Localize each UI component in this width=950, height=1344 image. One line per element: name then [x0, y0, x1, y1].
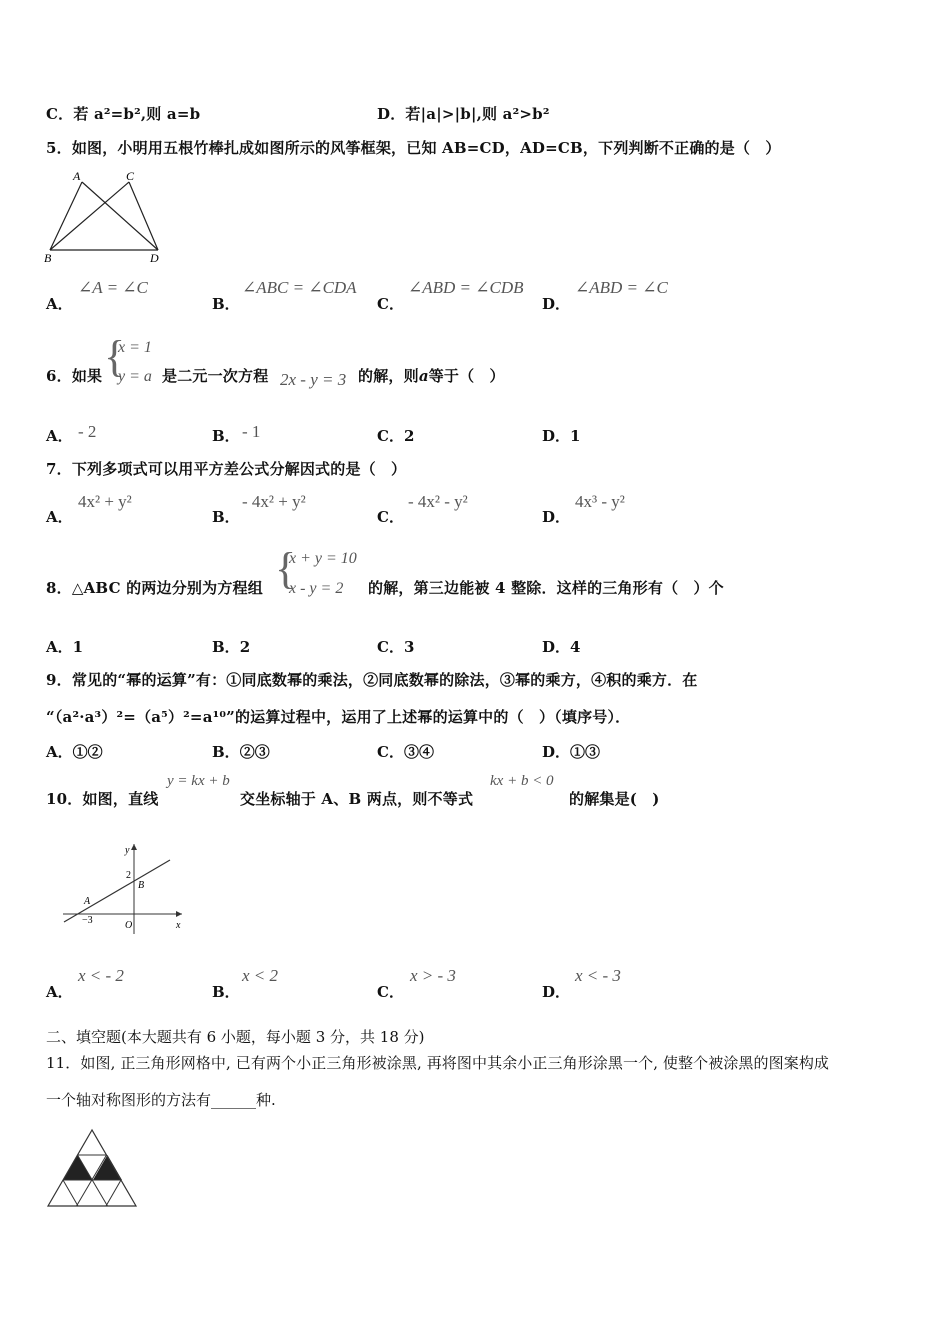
q9-line1: 9．常见的“幂的运算”有：①同底数幂的乘法，②同底数幂的除法，③幂的乘方，④积的乘方．在: [46, 671, 698, 689]
q8-sys2: x - y = 2: [289, 580, 344, 597]
q7-option-b-label: B．: [212, 508, 240, 526]
q10-option-c-label: C．: [377, 983, 404, 1001]
q8-brace: {: [275, 544, 297, 593]
q8-option-c: C．3: [377, 638, 415, 656]
q6-sys2: y = a: [118, 368, 152, 385]
q10-option-a-label: A．: [46, 983, 73, 1001]
q9-line2: “（a²·a³）²=（a⁵）²=a¹⁰”的运算过程中，运用了上述幂的运算中的（ ）（填序号）．: [46, 708, 631, 726]
q7-option-a-math: 4x² + y²: [78, 492, 132, 511]
q5-option-b-math: ∠ABC = ∠CDA: [242, 278, 357, 297]
q6-sys1: x = 1: [118, 339, 152, 356]
q8-sys1: x + y = 10: [289, 550, 357, 567]
q10-option-b-label: B．: [212, 983, 240, 1001]
q6-option-a-math: - 2: [78, 422, 97, 441]
q10-ineq: kx + b < 0: [490, 773, 554, 789]
q5-label-b: B: [44, 251, 52, 265]
q5-stem: 5．如图，小明用五根竹棒扎成如图所示的风筝框架，已知 AB=CD，AD=CB，下列判断不正确的是（ ）: [46, 139, 781, 157]
q9-option-d: D．①③: [542, 743, 601, 761]
q10-option-c-math: x > - 3: [410, 966, 456, 985]
q6-suffix: 的解，则a等于（ ）: [358, 367, 505, 385]
q10-option-d-math: x < - 3: [575, 966, 621, 985]
q9-option-b: B．②③: [212, 743, 270, 761]
q9-option-a: A．①②: [46, 743, 103, 761]
q10-option-a-math: x < - 2: [78, 966, 124, 985]
q10-y-axis-label: y: [125, 845, 130, 856]
q11-line2: 一个轴对称图形的方法有______种.: [46, 1091, 276, 1109]
q10-line-eq: y = kx + b: [167, 773, 230, 789]
q7-option-d-label: D．: [542, 508, 571, 526]
q5-label-a: A: [73, 169, 81, 183]
q9-option-c: C．③④: [377, 743, 434, 761]
q5-label-d: D: [150, 251, 159, 265]
q10-origin-label: O: [125, 920, 133, 931]
q8-suffix: 的解，第三边能被 4 整除．这样的三角形有（ ）个: [368, 579, 724, 597]
q6-option-c: C．2: [377, 427, 415, 445]
section2-title: 二、填空题(本大题共有 6 小题，每小题 3 分，共 18 分): [46, 1028, 425, 1046]
q6-mid: 是二元一次方程: [162, 367, 269, 385]
q6-brace: {: [104, 332, 126, 381]
q10-suffix: 的解集是( ): [569, 790, 660, 808]
q5-option-a-label: A．: [46, 295, 73, 313]
q5-option-d-math: ∠ABD = ∠C: [575, 278, 668, 297]
q10-option-b-math: x < 2: [242, 966, 279, 985]
q5-option-c-label: C．: [377, 295, 404, 313]
q6-equation: 2x - y = 3: [280, 370, 347, 389]
q6-option-b-label: B．: [212, 427, 240, 445]
q4-option-d: D．若|a|>|b|,则 a²>b²: [377, 105, 550, 123]
q11-triangle-grid: [46, 1128, 140, 1210]
q7-option-c-label: C．: [377, 508, 404, 526]
q6-option-a-label: A．: [46, 427, 73, 445]
q10-mid: 交坐标轴于 A、B 两点，则不等式: [240, 790, 474, 808]
q5-option-d-label: D．: [542, 295, 571, 313]
q10-tick-2: 2: [126, 870, 131, 881]
q10-point-a-label: A: [84, 896, 91, 907]
q6-option-b-math: - 1: [242, 422, 261, 441]
q11-shaded-triangle-left: [63, 1155, 92, 1180]
q5-label-c: C: [126, 169, 135, 183]
q8-option-b: B．2: [212, 638, 251, 656]
q10-tick-neg3: −3: [82, 915, 93, 926]
q6-prefix: 6．如果: [46, 367, 103, 385]
q10-option-d-label: D．: [542, 983, 571, 1001]
q10-prefix: 10．如图，直线: [46, 790, 159, 808]
q11-line1: 11．如图, 正三角形网格中, 已有两个小正三角形被涂黑, 再将图中其余小正三角形涂黑一个, 使整个被涂黑的图案构成: [46, 1054, 830, 1072]
q7-option-c-math: - 4x² - y²: [408, 492, 468, 511]
q6-option-d: D．1: [542, 427, 581, 445]
q10-point-b-label: B: [138, 880, 145, 891]
q8-prefix: 8．△ABC 的两边分别为方程组: [46, 579, 263, 597]
q10-x-axis-label: x: [176, 920, 181, 931]
q10-graph: [58, 838, 188, 938]
q8-option-a: A．1: [46, 638, 84, 656]
q11-shaded-triangle-right: [93, 1155, 122, 1180]
q7-stem: 7．下列多项式可以用平方差公式分解因式的是（ ）: [46, 460, 407, 478]
q7-option-d-math: 4x³ - y²: [575, 492, 625, 511]
q7-option-a-label: A．: [46, 508, 73, 526]
q5-kite-figure: [40, 166, 170, 266]
q5-option-b-label: B．: [212, 295, 240, 313]
q8-option-d: D．4: [542, 638, 581, 656]
q5-option-c-math: ∠ABD = ∠CDB: [408, 278, 524, 297]
q7-option-b-math: - 4x² + y²: [242, 492, 306, 511]
q4-option-c: C．若 a²=b²,则 a=b: [46, 105, 201, 123]
q5-option-a-math: ∠A = ∠C: [78, 278, 148, 297]
